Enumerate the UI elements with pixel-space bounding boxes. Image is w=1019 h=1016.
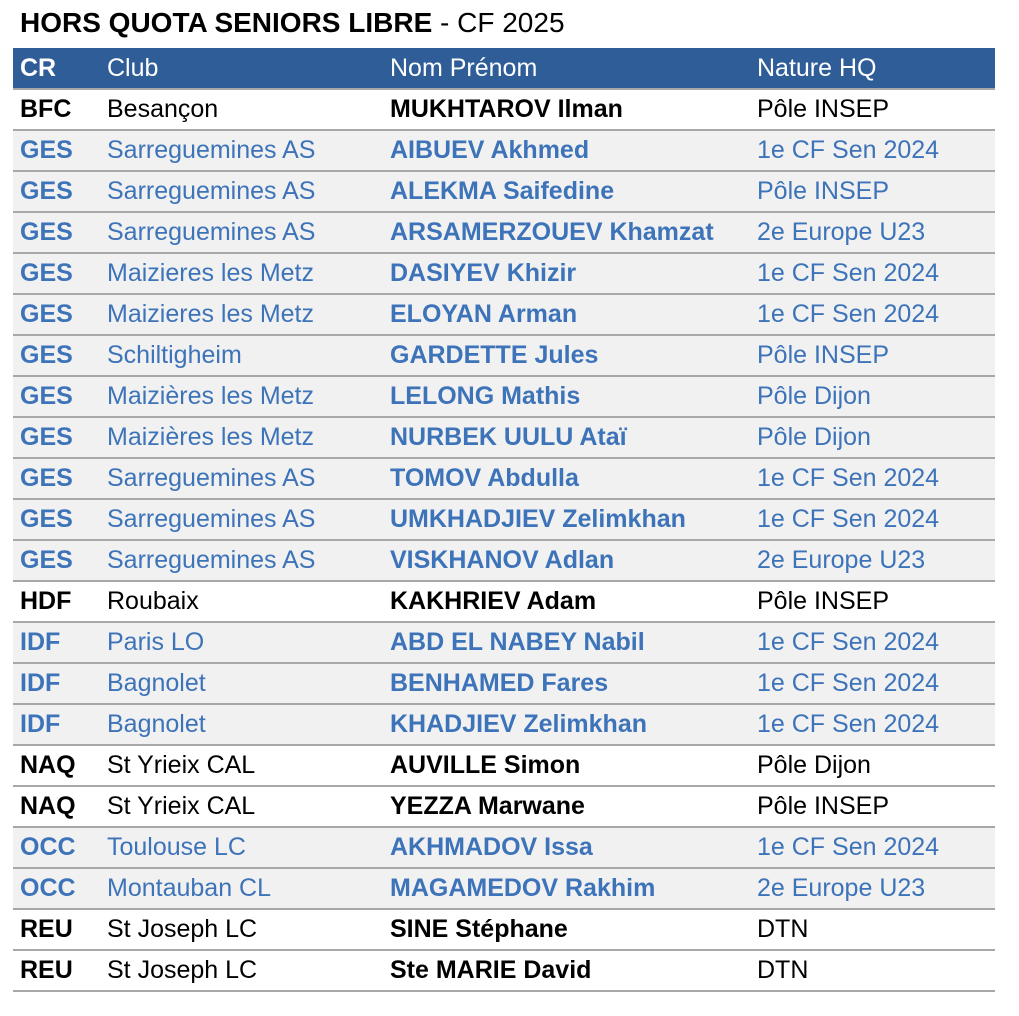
nature-cell: Pôle Dijon bbox=[750, 376, 995, 417]
nature-cell: 1e CF Sen 2024 bbox=[750, 458, 995, 499]
nature-cell: Pôle Dijon bbox=[750, 745, 995, 786]
club-cell: Toulouse LC bbox=[100, 827, 383, 868]
nom-cell: KAKHRIEV Adam bbox=[383, 581, 750, 622]
cr-cell: NAQ bbox=[13, 786, 100, 827]
club-cell: St Yrieix CAL bbox=[100, 745, 383, 786]
table-row bbox=[13, 89, 995, 130]
cr-cell: GES bbox=[13, 458, 100, 499]
cr-cell: GES bbox=[13, 212, 100, 253]
table-row bbox=[13, 827, 995, 868]
nature-cell: Pôle INSEP bbox=[750, 89, 995, 130]
club-cell: Sarreguemines AS bbox=[100, 171, 383, 212]
page-title bbox=[20, 3, 565, 43]
nom-cell: SINE Stéphane bbox=[383, 909, 750, 950]
table-row bbox=[13, 786, 995, 827]
club-cell: St Joseph LC bbox=[100, 909, 383, 950]
nature-cell: Pôle INSEP bbox=[750, 335, 995, 376]
club-cell: Maizieres les Metz bbox=[100, 253, 383, 294]
nom-cell: YEZZA Marwane bbox=[383, 786, 750, 827]
nature-cell: Pôle INSEP bbox=[750, 786, 995, 827]
club-cell: Bagnolet bbox=[100, 663, 383, 704]
header-cr: CR bbox=[13, 48, 100, 89]
nom-cell: NURBEK UULU Ataï bbox=[383, 417, 750, 458]
cr-cell: NAQ bbox=[13, 745, 100, 786]
cr-cell: OCC bbox=[13, 827, 100, 868]
cr-cell: REU bbox=[13, 950, 100, 991]
cr-cell: OCC bbox=[13, 868, 100, 909]
nature-cell: 2e Europe U23 bbox=[750, 868, 995, 909]
club-cell: Sarreguemines AS bbox=[100, 212, 383, 253]
nature-cell: 1e CF Sen 2024 bbox=[750, 130, 995, 171]
club-cell: Sarreguemines AS bbox=[100, 499, 383, 540]
club-cell: St Yrieix CAL bbox=[100, 786, 383, 827]
club-cell: Roubaix bbox=[100, 581, 383, 622]
nature-cell: 1e CF Sen 2024 bbox=[750, 663, 995, 704]
cr-cell: GES bbox=[13, 253, 100, 294]
header-nom: Nom Prénom bbox=[383, 48, 750, 89]
nom-cell: MUKHTAROV Ilman bbox=[383, 89, 750, 130]
table-row bbox=[13, 704, 995, 745]
nature-cell: Pôle INSEP bbox=[750, 581, 995, 622]
table-row bbox=[13, 130, 995, 171]
club-cell: Sarreguemines AS bbox=[100, 130, 383, 171]
club-cell: Maizières les Metz bbox=[100, 376, 383, 417]
cr-cell: IDF bbox=[13, 704, 100, 745]
cr-cell: GES bbox=[13, 499, 100, 540]
club-cell: Maizieres les Metz bbox=[100, 294, 383, 335]
table-row bbox=[13, 950, 995, 991]
table-row bbox=[13, 417, 995, 458]
cr-cell: GES bbox=[13, 335, 100, 376]
nom-cell: ABD EL NABEY Nabil bbox=[383, 622, 750, 663]
nom-cell: MAGAMEDOV Rakhim bbox=[383, 868, 750, 909]
table-header bbox=[13, 48, 995, 89]
nom-cell: DASIYEV Khizir bbox=[383, 253, 750, 294]
club-cell: Sarreguemines AS bbox=[100, 458, 383, 499]
header-nature: Nature HQ bbox=[750, 48, 995, 89]
nom-cell: ARSAMERZOUEV Khamzat bbox=[383, 212, 750, 253]
table-row bbox=[13, 335, 995, 376]
table-row bbox=[13, 581, 995, 622]
table-row bbox=[13, 253, 995, 294]
nom-cell: Ste MARIE David bbox=[383, 950, 750, 991]
cr-cell: GES bbox=[13, 540, 100, 581]
table-row bbox=[13, 868, 995, 909]
table-row bbox=[13, 294, 995, 335]
table-row bbox=[13, 663, 995, 704]
nature-cell: 1e CF Sen 2024 bbox=[750, 253, 995, 294]
table-row bbox=[13, 909, 995, 950]
nom-cell: UMKHADJIEV Zelimkhan bbox=[383, 499, 750, 540]
table-row bbox=[13, 622, 995, 663]
nom-cell: KHADJIEV Zelimkhan bbox=[383, 704, 750, 745]
cr-cell: GES bbox=[13, 171, 100, 212]
title-suffix: - CF 2025 bbox=[432, 7, 565, 38]
nature-cell: 1e CF Sen 2024 bbox=[750, 622, 995, 663]
nom-cell: AIBUEV Akhmed bbox=[383, 130, 750, 171]
nom-cell: VISKHANOV Adlan bbox=[383, 540, 750, 581]
table-row bbox=[13, 171, 995, 212]
nom-cell: AKHMADOV Issa bbox=[383, 827, 750, 868]
header-club: Club bbox=[100, 48, 383, 89]
cr-cell: GES bbox=[13, 376, 100, 417]
table-row bbox=[13, 376, 995, 417]
club-cell: Bagnolet bbox=[100, 704, 383, 745]
cr-cell: BFC bbox=[13, 89, 100, 130]
nature-cell: 1e CF Sen 2024 bbox=[750, 294, 995, 335]
club-cell: Maizières les Metz bbox=[100, 417, 383, 458]
nom-cell: LELONG Mathis bbox=[383, 376, 750, 417]
cr-cell: GES bbox=[13, 417, 100, 458]
club-cell: Besançon bbox=[100, 89, 383, 130]
table-row bbox=[13, 212, 995, 253]
nom-cell: AUVILLE Simon bbox=[383, 745, 750, 786]
title-main: HORS QUOTA SENIORS LIBRE bbox=[20, 7, 433, 38]
nom-cell: ALEKMA Saifedine bbox=[383, 171, 750, 212]
nature-cell: 1e CF Sen 2024 bbox=[750, 704, 995, 745]
hors-quota-table bbox=[13, 48, 995, 992]
club-cell: St Joseph LC bbox=[100, 950, 383, 991]
cr-cell: GES bbox=[13, 130, 100, 171]
header-row bbox=[13, 48, 995, 89]
cr-cell: HDF bbox=[13, 581, 100, 622]
nature-cell: 2e Europe U23 bbox=[750, 540, 995, 581]
table-row bbox=[13, 499, 995, 540]
table-row bbox=[13, 540, 995, 581]
nature-cell: DTN bbox=[750, 950, 995, 991]
cr-cell: GES bbox=[13, 294, 100, 335]
nature-cell: 1e CF Sen 2024 bbox=[750, 499, 995, 540]
club-cell: Paris LO bbox=[100, 622, 383, 663]
cr-cell: IDF bbox=[13, 622, 100, 663]
nom-cell: ELOYAN Arman bbox=[383, 294, 750, 335]
club-cell: Schiltigheim bbox=[100, 335, 383, 376]
nature-cell: Pôle INSEP bbox=[750, 171, 995, 212]
cr-cell: REU bbox=[13, 909, 100, 950]
table-body bbox=[13, 89, 995, 991]
table-row bbox=[13, 458, 995, 499]
nature-cell: 1e CF Sen 2024 bbox=[750, 827, 995, 868]
nom-cell: BENHAMED Fares bbox=[383, 663, 750, 704]
nature-cell: Pôle Dijon bbox=[750, 417, 995, 458]
nom-cell: TOMOV Abdulla bbox=[383, 458, 750, 499]
cr-cell: IDF bbox=[13, 663, 100, 704]
club-cell: Sarreguemines AS bbox=[100, 540, 383, 581]
nature-cell: 2e Europe U23 bbox=[750, 212, 995, 253]
table-row bbox=[13, 745, 995, 786]
nom-cell: GARDETTE Jules bbox=[383, 335, 750, 376]
club-cell: Montauban CL bbox=[100, 868, 383, 909]
nature-cell: DTN bbox=[750, 909, 995, 950]
